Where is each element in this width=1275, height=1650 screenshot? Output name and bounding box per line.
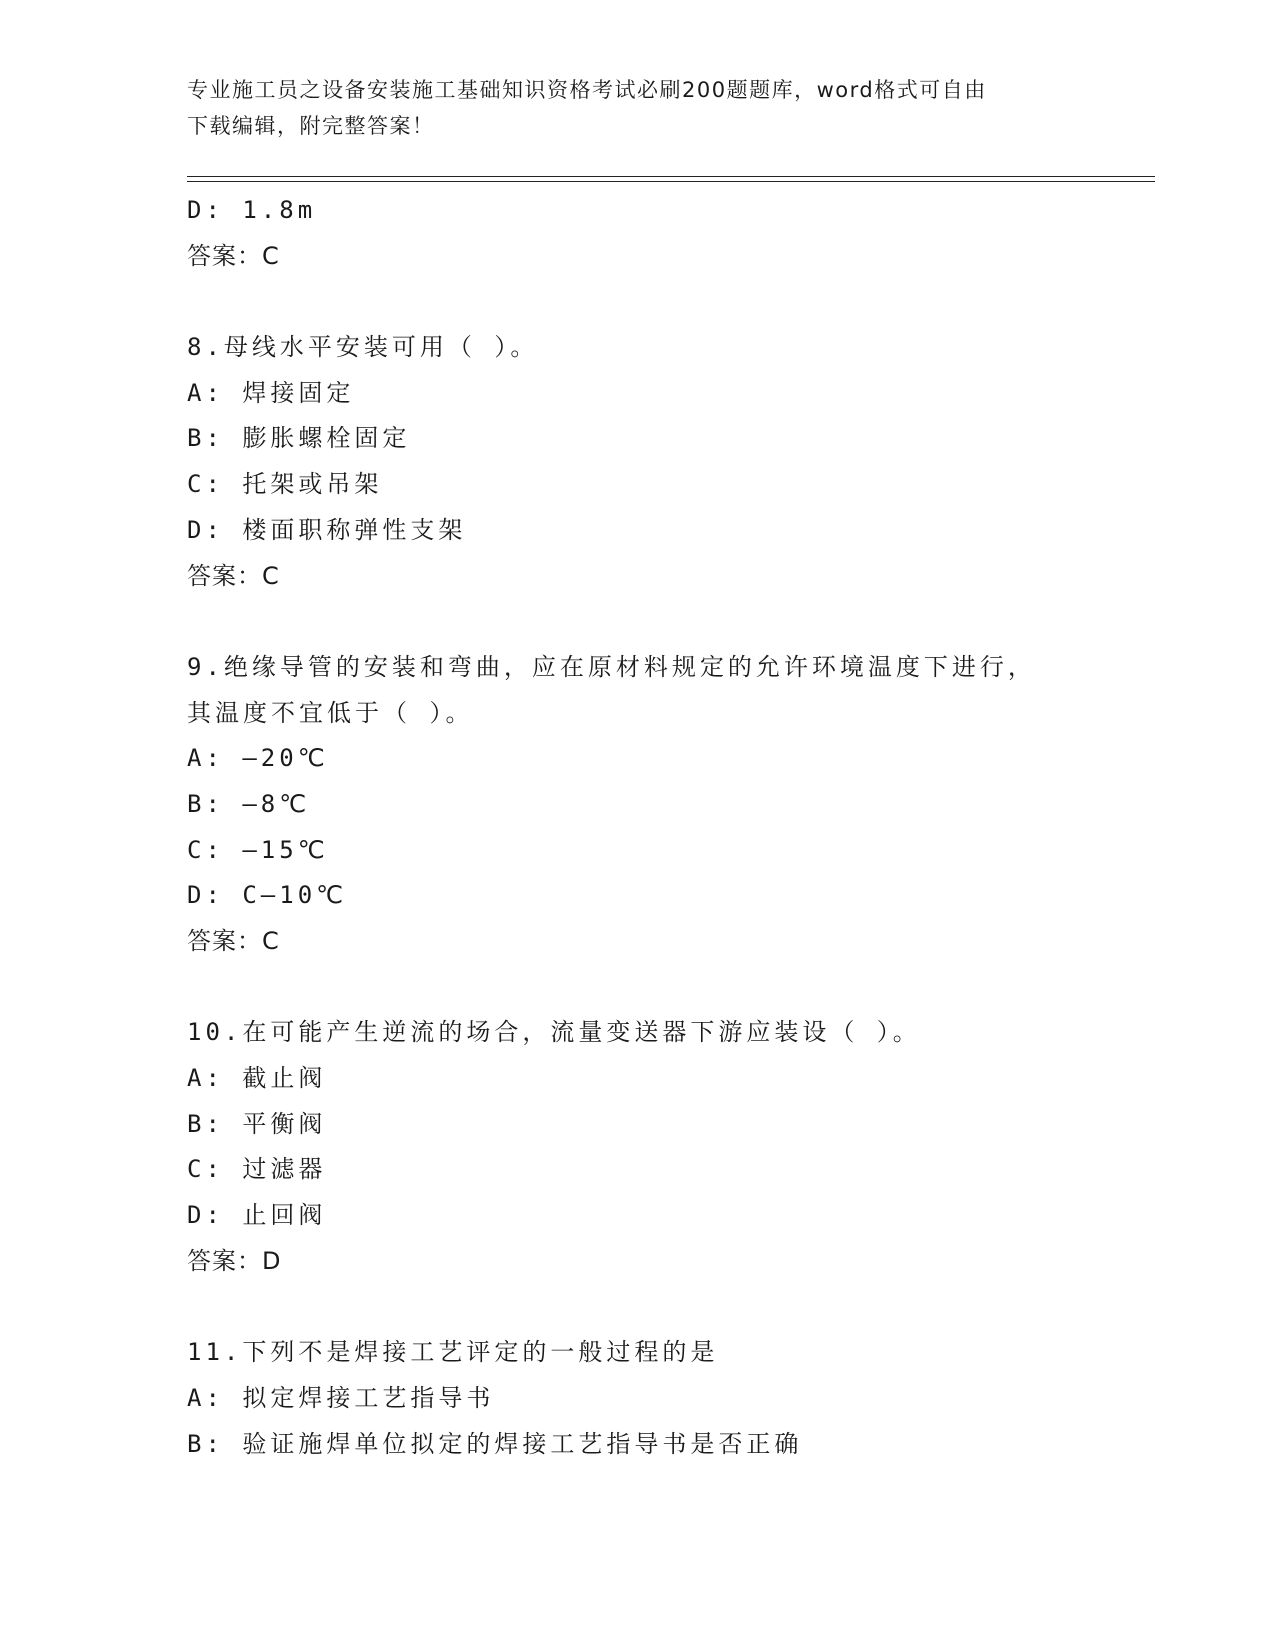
answer-line: 答案：C <box>187 241 280 270</box>
page-header <box>187 72 1087 144</box>
header-divider-top <box>187 176 1155 177</box>
question-11-stem: 11.下列不是焊接工艺评定的一般过程的是 <box>187 1338 719 1367</box>
header-title-line-2: 下载编辑，附完整答案！ <box>187 114 435 138</box>
question-9-option-a: A: –20℃ <box>187 744 329 773</box>
question-10-option-b: B: 平衡阀 <box>187 1109 327 1138</box>
question-9-option-c: C: –15℃ <box>187 835 329 864</box>
spacer <box>187 965 1117 1011</box>
question-10-answer: 答案：D <box>187 1246 282 1275</box>
question-9-stem-line-1: 9.绝缘导管的安装和弯曲，应在原材料规定的允许环境温度下进行， <box>187 652 1036 681</box>
question-9-option-b: B: –8℃ <box>187 789 311 818</box>
header-title-line-1: 专业施工员之设备安装施工基础知识资格考试必刷200题题库，word格式可自由 <box>187 78 987 102</box>
spacer <box>187 599 1117 645</box>
question-8-option-a: A: 焊接固定 <box>187 378 355 407</box>
question-8-option-b: B: 膨胀螺栓固定 <box>187 424 411 453</box>
spacer <box>187 1285 1117 1331</box>
question-8-option-d: D: 楼面职称弹性支架 <box>187 515 467 544</box>
question-11-option-b: B: 验证施焊单位拟定的焊接工艺指导书是否正确 <box>187 1429 803 1458</box>
question-9-answer: 答案：C <box>187 927 280 955</box>
question-8-stem: 8.母线水平安装可用（ ）。 <box>187 333 539 362</box>
question-11-option-a: A: 拟定焊接工艺指导书 <box>187 1383 495 1412</box>
question-8-option-c: C: 托架或吊架 <box>187 470 383 499</box>
spacer <box>187 279 1117 325</box>
question-8-answer: 答案：C <box>187 561 280 590</box>
question-10-option-a: A: 截止阀 <box>187 1064 327 1093</box>
question-9-option-d: D: C–10℃ <box>187 881 348 910</box>
question-10-option-d: D: 止回阀 <box>187 1201 327 1230</box>
option-d: D: 1.8m <box>187 196 317 224</box>
question-9-stem-line-2: 其温度不宜低于（ ）。 <box>187 698 474 727</box>
header-divider-bottom <box>187 181 1155 182</box>
question-10-stem: 10.在可能产生逆流的场合，流量变送器下游应装设（ ）。 <box>187 1018 921 1047</box>
question-content <box>187 188 1117 1467</box>
question-10-option-c: C: 过滤器 <box>187 1155 327 1184</box>
